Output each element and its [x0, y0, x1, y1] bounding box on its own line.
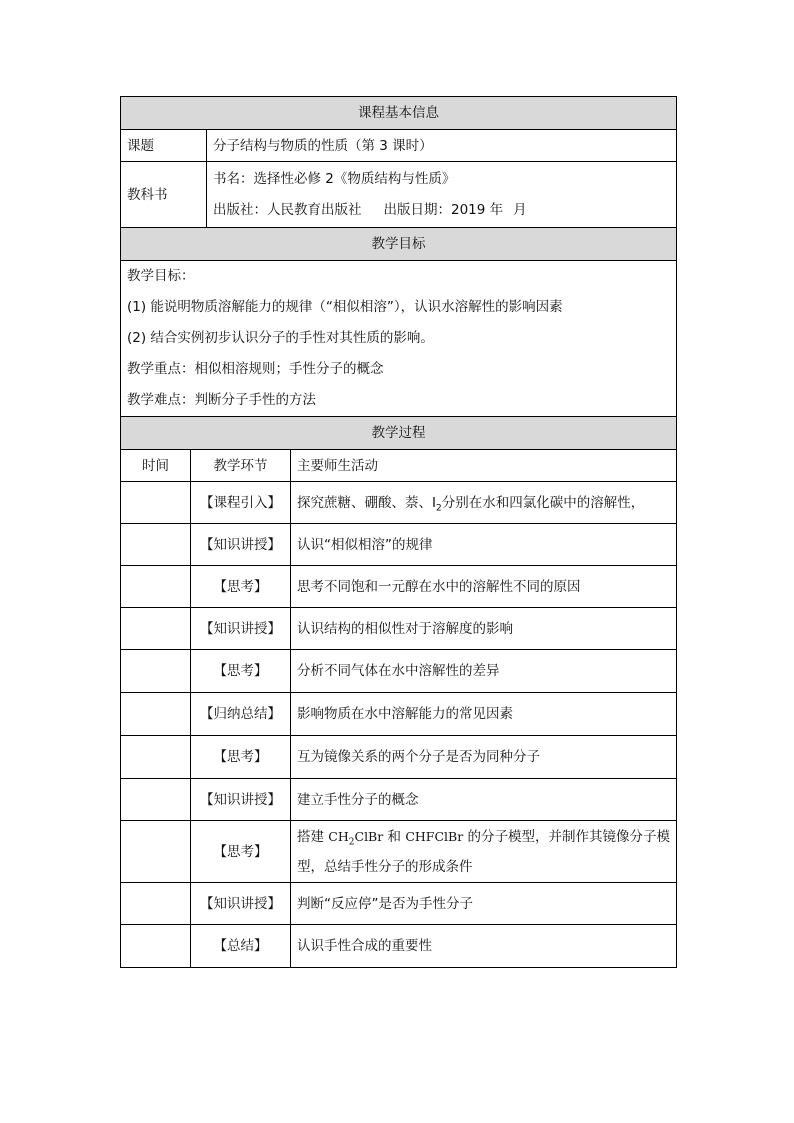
process-table [120, 449, 677, 968]
activity-cell: 建立手性分子的概念 [291, 779, 677, 821]
process-column-headers [121, 450, 677, 482]
subscript: 2 [435, 503, 442, 514]
stage-cell: 【知识讲授】 [191, 524, 291, 566]
stage-cell: 【知识讲授】 [191, 883, 291, 925]
chem-formula-part: CH [328, 828, 349, 844]
activity-text: 型，总结手性分子的形成条件 [297, 858, 473, 875]
stage-cell: 【课程引入】 [191, 482, 291, 524]
topic-label: 课题 [121, 130, 207, 162]
time-cell [121, 608, 191, 650]
stage-cell: 【思考】 [191, 566, 291, 608]
table-row [121, 608, 677, 650]
publish-date-label: 出版日期：2019 年 [383, 201, 504, 218]
publish-date-month: 月 [513, 201, 527, 218]
table-row [121, 693, 677, 736]
activity-text: 的分子模型，并制作其镜像分子模 [463, 828, 670, 845]
goals-cell [121, 261, 677, 417]
process-header-row [121, 417, 677, 450]
stage-cell: 【思考】 [191, 736, 291, 779]
table-row [121, 566, 677, 608]
table-row [121, 650, 677, 693]
table-row [121, 779, 677, 821]
time-cell [121, 925, 191, 968]
table-row [121, 821, 677, 883]
stage-cell: 【归纳总结】 [191, 693, 291, 736]
section-header-process: 教学过程 [121, 417, 677, 450]
activity-cell: 判断“反应停”是否为手性分子 [291, 883, 677, 925]
book-name: 书名：选择性必修 2《物质结构与性质》 [213, 170, 456, 187]
time-cell [121, 779, 191, 821]
publisher: 出版社：人民教育出版社 [213, 201, 362, 218]
difficulties: 教学难点：判断分子手性的方法 [127, 392, 316, 408]
table-row [121, 736, 677, 779]
textbook-row [121, 162, 677, 228]
lesson-plan-document [120, 96, 676, 968]
activity-text: 探究蔗糖、硼酸、萘、I [297, 494, 436, 511]
time-cell [121, 821, 191, 883]
time-cell [121, 693, 191, 736]
activity-cell: 分析不同气体在水中溶解性的差异 [291, 650, 677, 693]
column-header-stage: 教学环节 [191, 450, 291, 482]
time-cell [121, 650, 191, 693]
time-cell [121, 566, 191, 608]
topic-value: 分子结构与物质的性质（第 3 课时） [207, 130, 677, 162]
table-row [121, 883, 677, 925]
column-header-time: 时间 [121, 450, 191, 482]
key-points: 教学重点：相似相溶规则；手性分子的概念 [127, 361, 384, 377]
time-cell [121, 524, 191, 566]
goal-item-1: (1) 能说明物质溶解能力的规律（“相似相溶”），认识水溶解性的影响因素 [127, 299, 563, 315]
textbook-label: 教科书 [121, 162, 207, 228]
activity-cell: 认识手性合成的重要性 [291, 925, 677, 968]
stage-cell: 【知识讲授】 [191, 779, 291, 821]
activity-cell: 认识“相似相溶”的规律 [291, 524, 677, 566]
activity-text: 搭建 [297, 828, 329, 845]
chem-formula: CHFClBr [405, 828, 464, 844]
stage-cell: 【知识讲授】 [191, 608, 291, 650]
activity-cell [291, 482, 677, 524]
basic-info-header-row [121, 97, 677, 130]
time-cell [121, 482, 191, 524]
activity-text: 和 [383, 828, 406, 845]
publisher-line [213, 195, 670, 226]
activity-text: 分别在水和四氯化碳中的溶解性， [441, 494, 645, 511]
subscript: 2 [348, 837, 355, 847]
stage-cell: 【思考】 [191, 650, 291, 693]
table-row [121, 524, 677, 566]
activity-cell: 影响物质在水中溶解能力的常见因素 [291, 693, 677, 736]
activity-cell: 思考不同饱和一元醇在水中的溶解性不同的原因 [291, 566, 677, 608]
chem-formula [328, 828, 384, 847]
section-header-goals: 教学目标 [121, 228, 677, 261]
stage-cell: 【思考】 [191, 821, 291, 883]
topic-row [121, 130, 677, 162]
basic-info-table [120, 96, 677, 450]
column-header-activity: 主要师生活动 [291, 450, 677, 482]
goals-row [121, 261, 677, 417]
goal-item-2: (2) 结合实例初步认识分子的手性对其性质的影响。 [127, 330, 434, 346]
goals-intro: 教学目标： [127, 268, 195, 284]
chem-formula-part: ClBr [354, 828, 384, 844]
activity-cell [291, 821, 677, 883]
section-header-basic: 课程基本信息 [121, 97, 677, 130]
time-cell [121, 736, 191, 779]
textbook-value [207, 162, 677, 228]
stage-cell: 【总结】 [191, 925, 291, 968]
activity-cell: 认识结构的相似性对于溶解度的影响 [291, 608, 677, 650]
table-row [121, 925, 677, 968]
time-cell [121, 883, 191, 925]
goals-header-row [121, 228, 677, 261]
table-row [121, 482, 677, 524]
activity-cell: 互为镜像关系的两个分子是否为同种分子 [291, 736, 677, 779]
